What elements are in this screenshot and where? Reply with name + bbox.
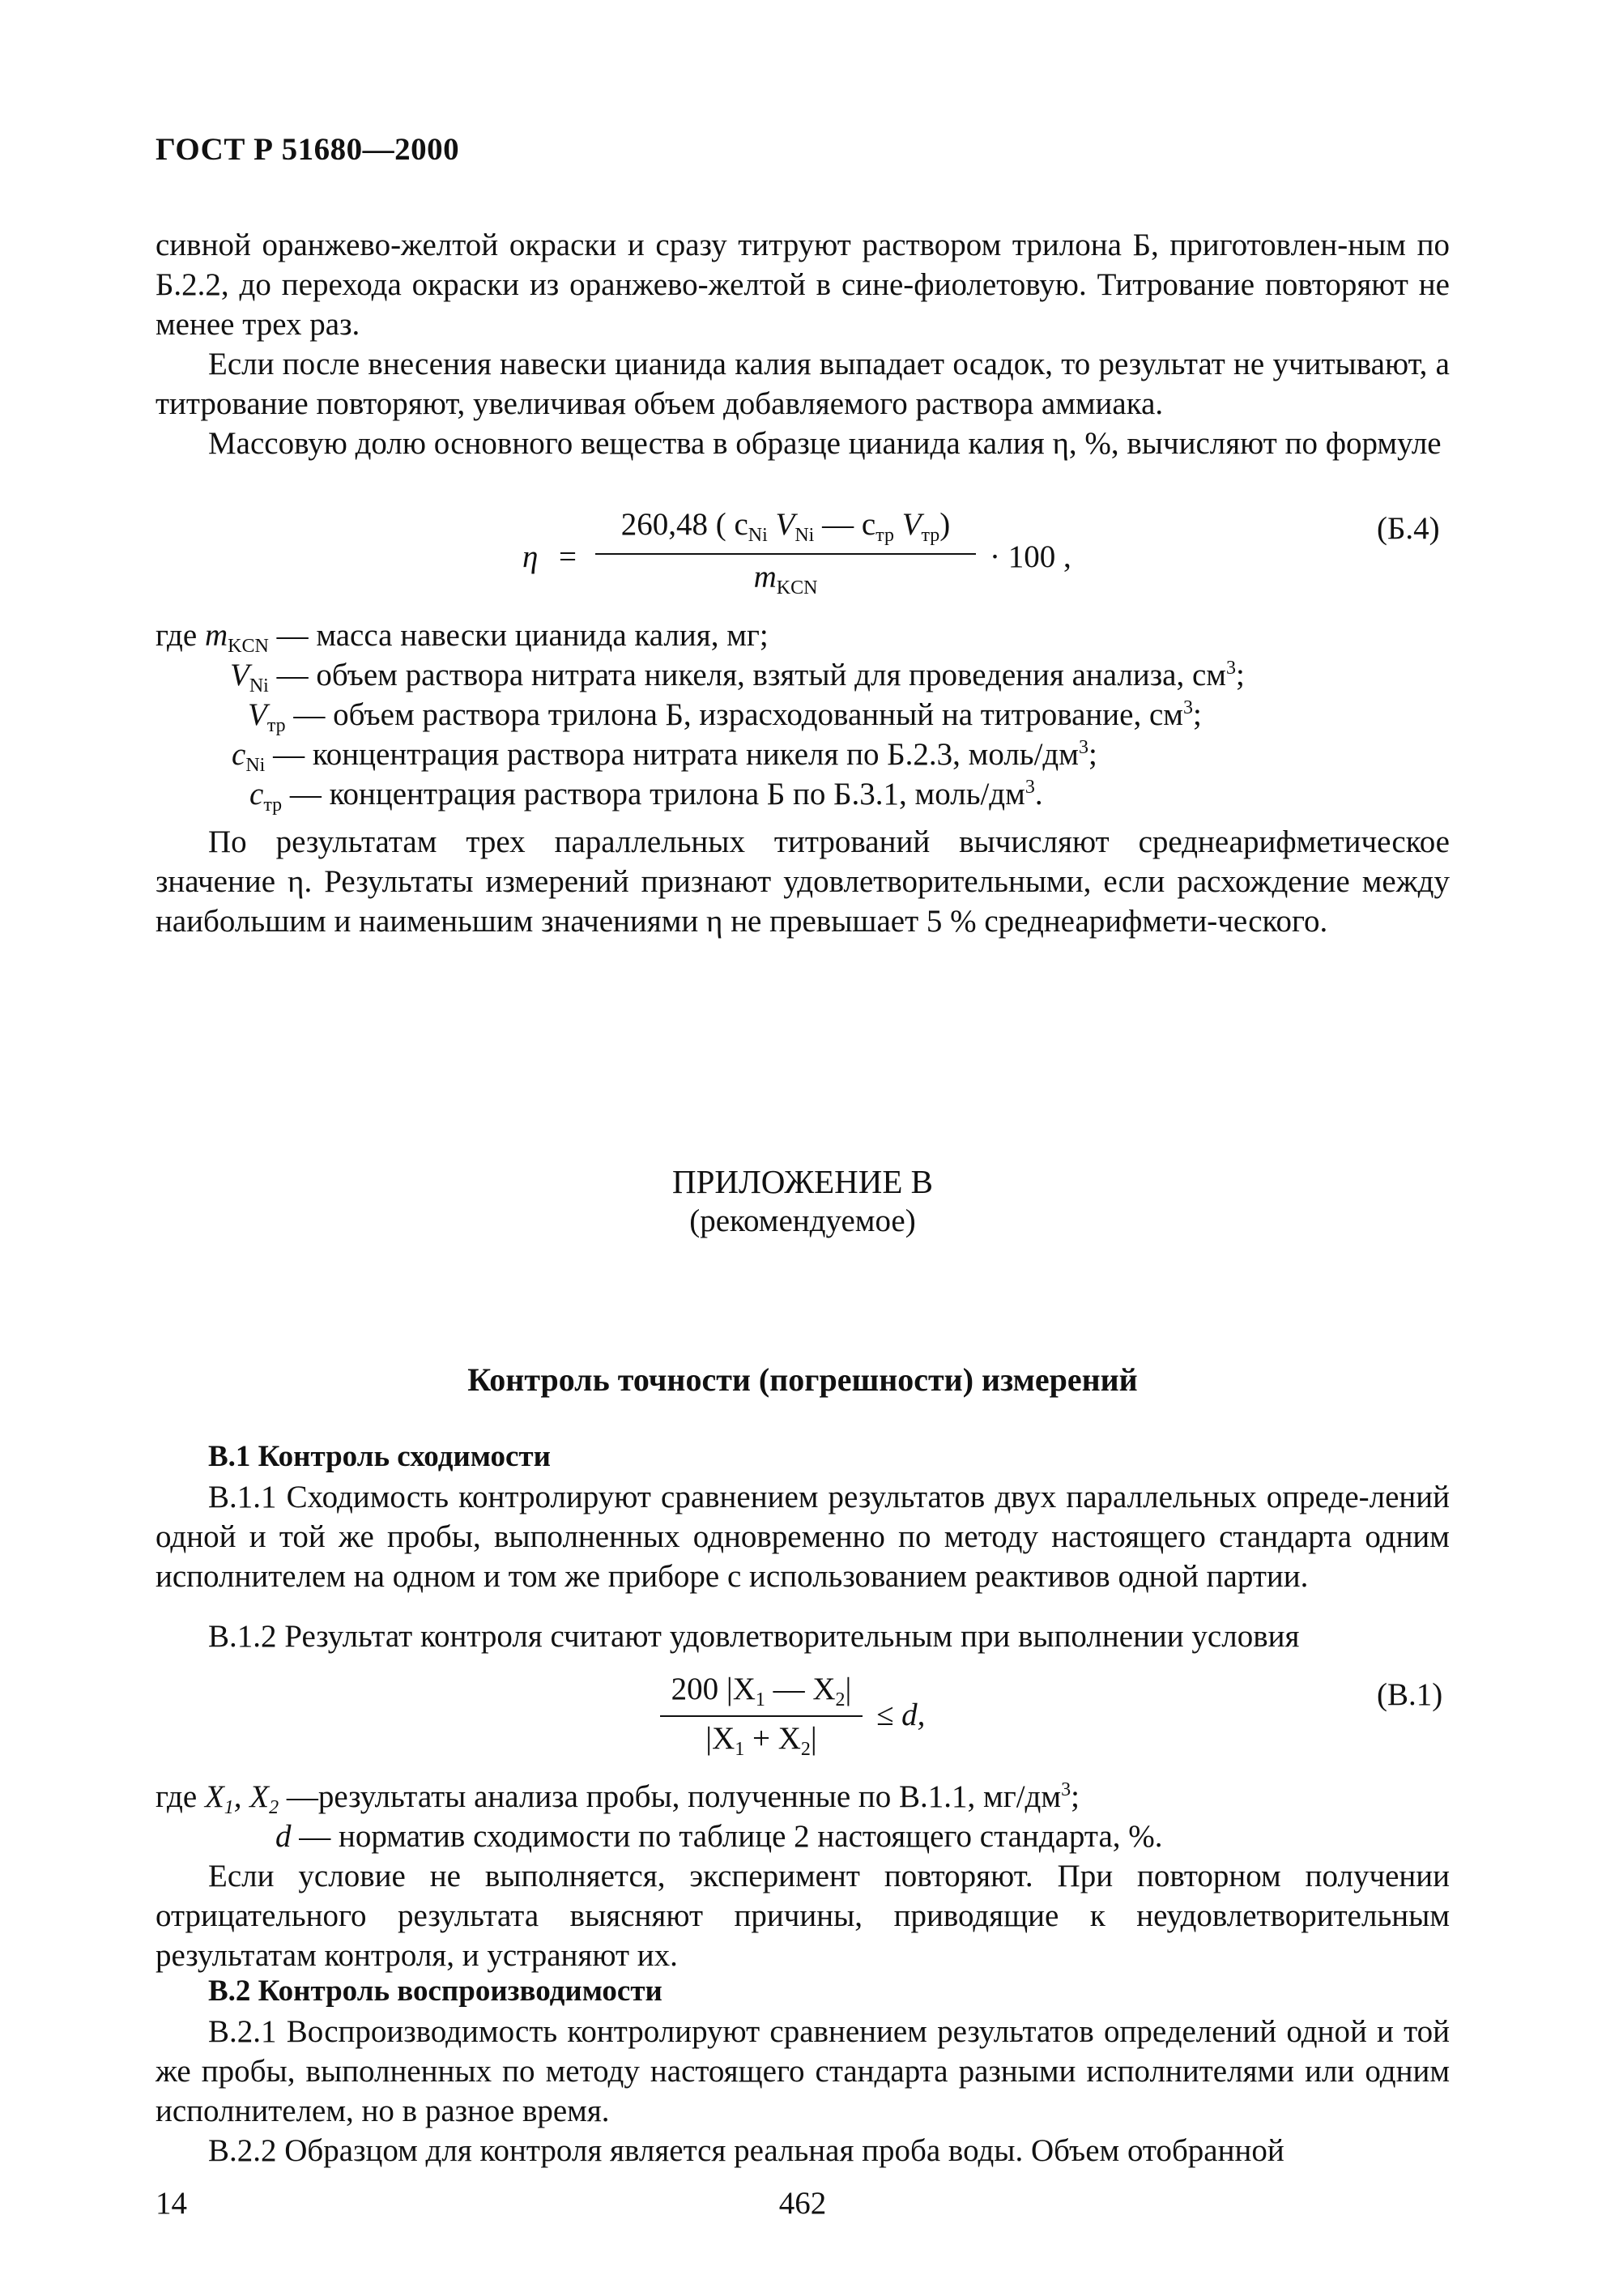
b2-paragraph-1: В.2.1 Воспроизводимость контролируют сравнением результатов определений одной и той же пробы, выполненных по методу настоящего стандарта разными исполнителями или одним исполнителем, но в разное время. [155, 2014, 1450, 2128]
b1-paragraph-3: Если условие не выполняется, эксперимент повторяют. При повторном получении отрицательного результата выясняют причины, приводящие к неудовлетворительным результатам контроля, и устраняют их. [155, 1859, 1450, 1973]
legend-b4-row-4: $c_{Ni}$ — концентрация раствора нитрата никеля по Б.2.3, моль/$дм^3$; [232, 737, 1097, 776]
formula-b4-eq: = [559, 539, 577, 574]
b1-heading: В.1 Контроль сходимости [208, 1440, 551, 1473]
b1-paragraph-1: В.1.1 Сходимость контролируют сравнением результатов двух параллельных опреде-лений одной и той же пробы, выполненных одновременно по методу настоящего стандарта одним исполнителем на одном и том же приборе с использованием реактивов одной партии. [155, 1480, 1450, 1594]
section-title: Контроль точности (погрешности) измерений [467, 1361, 1138, 1398]
legend-b4-row-3: $V_{тр}$ — объем раствора трилона Б, израсходованный на титрование, $см^3$; [248, 697, 1202, 736]
appendix-title: ПРИЛОЖЕНИЕ В [671, 1163, 934, 1200]
document-header: ГОСТ Р 51680—2000 [155, 132, 460, 167]
legend-b4-row-1: где $m_{KCN}$ — масса навески цианида калия, мг; [155, 618, 769, 657]
page-number-center: 462 [778, 2186, 827, 2221]
b2-heading: В.2 Контроль воспроизводимости [208, 1974, 662, 2008]
formula-b4-lhs: η [522, 539, 539, 574]
formula-b1-relation: ≤ d, [876, 1698, 926, 1732]
b1-paragraph-2: В.1.2 Результат контроля считают удовлетворительным при выполнении условия [208, 1619, 1300, 1654]
legend-b4-row-2: $V_{Ni}$ — объем раствора нитрата никеля, взятый для проведения анализа, $см^3$; [230, 658, 1245, 696]
formula-b1-numerator: 200 $|X_1$ — $X_2|$ [671, 1672, 852, 1710]
formula-b4-numerator: 260,48 ( $c_{Ni}$ $V_{Ni}$ — $c_{тр}$ $V_{тр}$) [620, 507, 951, 546]
legend-b1-row-2: d — норматив сходимости по таблице 2 настоящего стандарта, %. [275, 1819, 1163, 1854]
formula-b1-denominator: $|X_1 + X_2|$ [705, 1721, 817, 1760]
paragraph-4: По результатам трех параллельных титрований вычисляют среднеарифметическое значение η. Результаты измерений признают удовлетворительными, если расхождение между наибольшим и наименьшим значениями η не превышает 5 % среднеарифмети-ческого. [155, 824, 1450, 939]
paragraph-3: Массовую долю основного вещества в образце цианида калия η, %, вычисляют по формуле [208, 426, 1442, 461]
paragraph-1: сивной оранжево-желтой окраски и сразу титруют раствором трилона Б, приготовлен-ным по Б.2.2, до перехода окраски из оранжево-желтой в сине-фиолетовую. Титрование повторяют не менее трех раз. [155, 228, 1450, 342]
b2-paragraph-2: В.2.2 Образцом для контроля является реальная проба воды. Объем отобранной [208, 2133, 1284, 2168]
paragraph-2: Если после внесения навески цианида калия выпадает осадок, то результат не учитывают, а титрование повторяют, увеличивая объем добавляемого раствора аммиака. [155, 347, 1450, 421]
formula-b1-number: (В.1) [1377, 1677, 1443, 1712]
page-number-left: 14 [155, 2186, 187, 2221]
formula-b4-tail: · 100 , [990, 539, 1071, 574]
formula-b4-number: (Б.4) [1377, 511, 1440, 546]
appendix-subtitle: (рекомендуемое) [689, 1203, 916, 1238]
formula-b4-fraction-bar [595, 553, 976, 555]
legend-b4-row-5: $c_{тр}$ — концентрация раствора трилона Б по Б.3.1, моль/$дм^3$. [249, 777, 1043, 816]
formula-b1-fraction-bar [660, 1715, 863, 1717]
formula-b4-denominator: $m_{KCN}$ [753, 560, 818, 598]
legend-b1-row-1: где $X_1$, $X_2$ —результаты анализа пробы, полученные по В.1.1, $мг/дм^3$; [155, 1779, 1080, 1818]
